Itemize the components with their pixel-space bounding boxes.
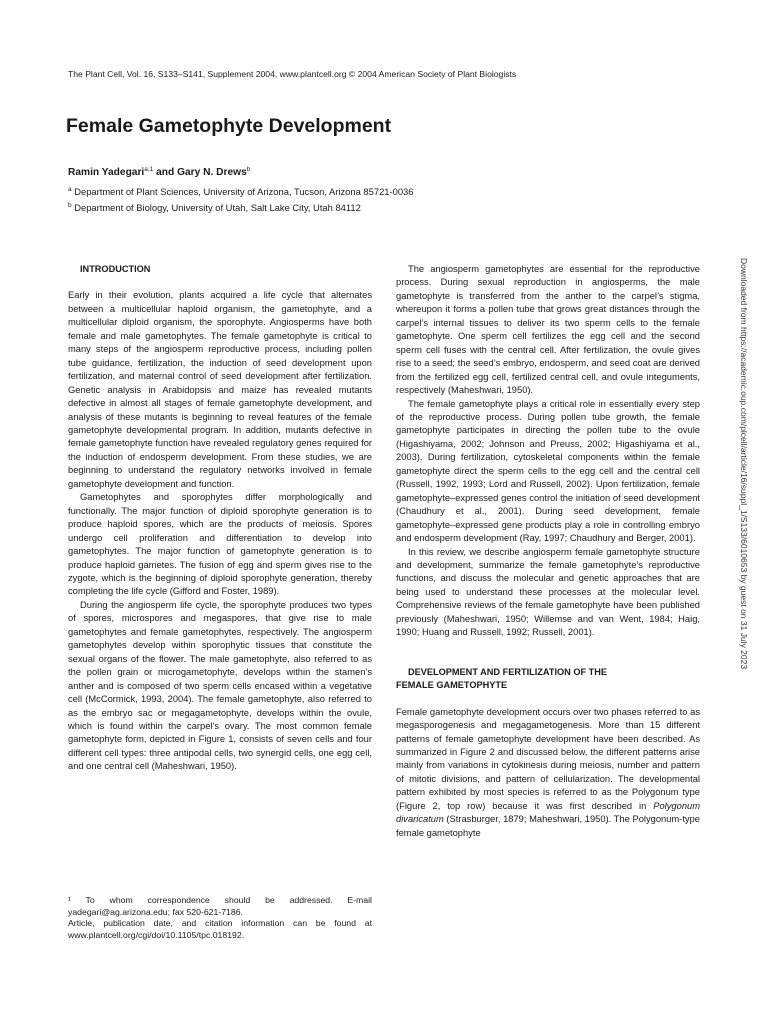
species-name: Polygonum divaricatum <box>396 800 700 825</box>
body-paragraph: In this review, we describe angiosperm female gametophyte structure and development, summarize the female gametophyte’s reproductive functions, and discuss the molecular and genetic approaches that are being used to understand these processes at the molecular level. Comprehensive reviews of the female gametophyte have been published previously (Maheshwari, 1950; Willemse and van Went, 1984; Haig, 1990; Huang and Russell, 1992; Russell, 2001). <box>396 546 700 638</box>
correspondence-note: ¹ To whom correspondence should be addressed. E-mail yadegari@ag.arizona.edu; fax 520-621-7186. <box>68 895 372 917</box>
author-name: Gary N. Drews <box>177 167 247 178</box>
body-paragraph <box>396 706 700 841</box>
affiliation <box>68 185 688 198</box>
journal-header: The Plant Cell, Vol. 16, S133–S141, Supplement 2004, www.plantcell.org © 2004 American Society of Plant Biologists <box>68 69 517 79</box>
affiliation-mark: b <box>68 202 72 209</box>
download-sidebar <box>738 258 750 758</box>
author-affiliation-mark: a,1 <box>144 166 154 173</box>
affiliation <box>68 201 688 214</box>
body-paragraph: During the angiosperm life cycle, the sporophyte produces two types of spores, microspores and megaspores, that give rise to male gametophytes and female gametophytes, respectively. The angiosperm gametophytes develop within sporophytic tissues that constitute the sexual organs of the flower. The male gametophyte, also referred to as the pollen grain or microgametophyte, develops within the stamen’s anther and is composed of two sperm cells encased within a vegetative cell (McCormick, 1993, 2004). The female gametophyte, also referred to as the embryo sac or megagametophyte, develops within the ovule, which is found within the carpel’s ovary. The most common female gametophyte form, depicted in Figure 1, consists of seven cells and four different cell types: three antipodal cells, two synergid cells, one egg cell, and one central cell (Maheshwari, 1950). <box>68 599 372 772</box>
author-affiliation-mark: b <box>246 166 251 173</box>
download-note: Downloaded from https://academic.oup.com/plcell/article/16/suppl_1/S133/6010653 by guest on 31 July 2023 <box>739 258 749 670</box>
author-line <box>68 166 250 180</box>
right-column <box>396 263 700 840</box>
footnote <box>68 895 372 941</box>
section-heading: DEVELOPMENT AND FERTILIZATION OF THE FEMALE GAMETOPHYTE <box>396 666 608 691</box>
affiliation-mark: a <box>68 186 72 193</box>
article-title: Female Gametophyte Development <box>66 115 392 137</box>
body-text: Female gametophyte development occurs over two phases referred to as megasporogenesis and megagametogenesis. More than 15 different patterns of female gametophyte development have been described. As summarized in Figure 2 and discussed below, the different patterns arise mainly from variations in cytokinesis during meiosis, number and pattern of mitotic divisions, and pattern of cellularization. The developmental pattern exhibited by most species is referred to as the Polygonum type (Figure 2, top row) because it was first described in <box>396 706 700 811</box>
body-paragraph: The female gametophyte plays a critical role in essentially every step of the reproductive process. During pollen tube growth, the female gametophyte participates in directing the pollen tube to the ovule (Higashiyama, 2002; Johnson and Preuss, 2002; Higashiyama et al., 2003). During fertilization, cytoskeletal components within the female gametophyte direct the sperm cells to the egg cell and the central cell (Russell, 1992, 1993; Lord and Russell, 2002). Upon fertilization, female gametophyte–expressed genes control the initiation of seed development (Chaudhury et al., 2001). During seed development, female gametophyte–expressed gene products play a role in controlling embryo and endosperm development (Ray, 1997; Chaudhury and Berger, 2001). <box>396 398 700 544</box>
citation-note: Article, publication date, and citation information can be found at www.plantcell.org/cgi/doi/10.1105/tpc.018192. <box>68 918 372 940</box>
author-connector: and <box>153 167 178 178</box>
body-text: (Strasburger, 1879; Maheshwari, 1950). The Polygonum-type female gametophyte <box>396 814 700 838</box>
affiliation-text: Department of Biology, University of Utah, Salt Lake City, Utah 84112 <box>74 202 361 213</box>
body-paragraph: Gametophytes and sporophytes differ morphologically and functionally. The major function of diploid sporophyte generation is to produce haploid spores, which are the products of meiosis. Spores undergo cell proliferation and differentiation to develop into gametophytes. The major function of gametophyte generation is to produce haploid gametes. The fusion of egg and sperm gives rise to the zygote, which is the beginning of diploid sporophyte generation, thereby completing the life cycle (Gifford and Foster, 1989). <box>68 492 372 597</box>
left-column <box>68 263 372 774</box>
section-heading: INTRODUCTION <box>80 264 151 274</box>
body-paragraph: Early in their evolution, plants acquired a life cycle that alternates between a multicellular haploid organism, the gametophyte, and a multicellular diploid organism, the sporophyte. Angiosperms have both female and male gametophytes. The female gametophyte is critical to many steps of the angiosperm reproductive process, including pollen tube guidance, fertilization, the induction of seed development upon fertilization, and maternal control of seed development after fertilization. Genetic analysis in Arabidopsis and maize has revealed mutants defective in almost all stages of female gametophyte development, and analysis of these mutants is beginning to reveal features of the female gametophyte developmental program. In addition, mutants defective in female gametophyte function have revealed regulatory genes required for the induction of endosperm development. From these studies, we are beginning to understand the regulatory networks involved in female gametophyte development and function. <box>68 290 372 489</box>
affiliation-text: Department of Plant Sciences, University of Arizona, Tucson, Arizona 85721-0036 <box>74 186 414 197</box>
author-name: Ramin Yadegari <box>68 167 145 178</box>
body-paragraph: The angiosperm gametophytes are essential for the reproductive process. During sexual reproduction in angiosperms, the male gametophyte is transferred from the anther to the carpel’s stigma, whereupon it forms a pollen tube that grows great distances through the carpel’s internal tissues to deliver its two sperm cells to the female gametophyte. One sperm cell fertilizes the egg cell and the second sperm cell fuses with the central cell. After fertilization, the ovule gives rise to a seed; the seed’s embryo, endosperm, and seed coat are derived from the fertilized egg cell, fertilized central cell, and ovule integuments, respectively (Maheshwari, 1950). <box>396 264 700 396</box>
